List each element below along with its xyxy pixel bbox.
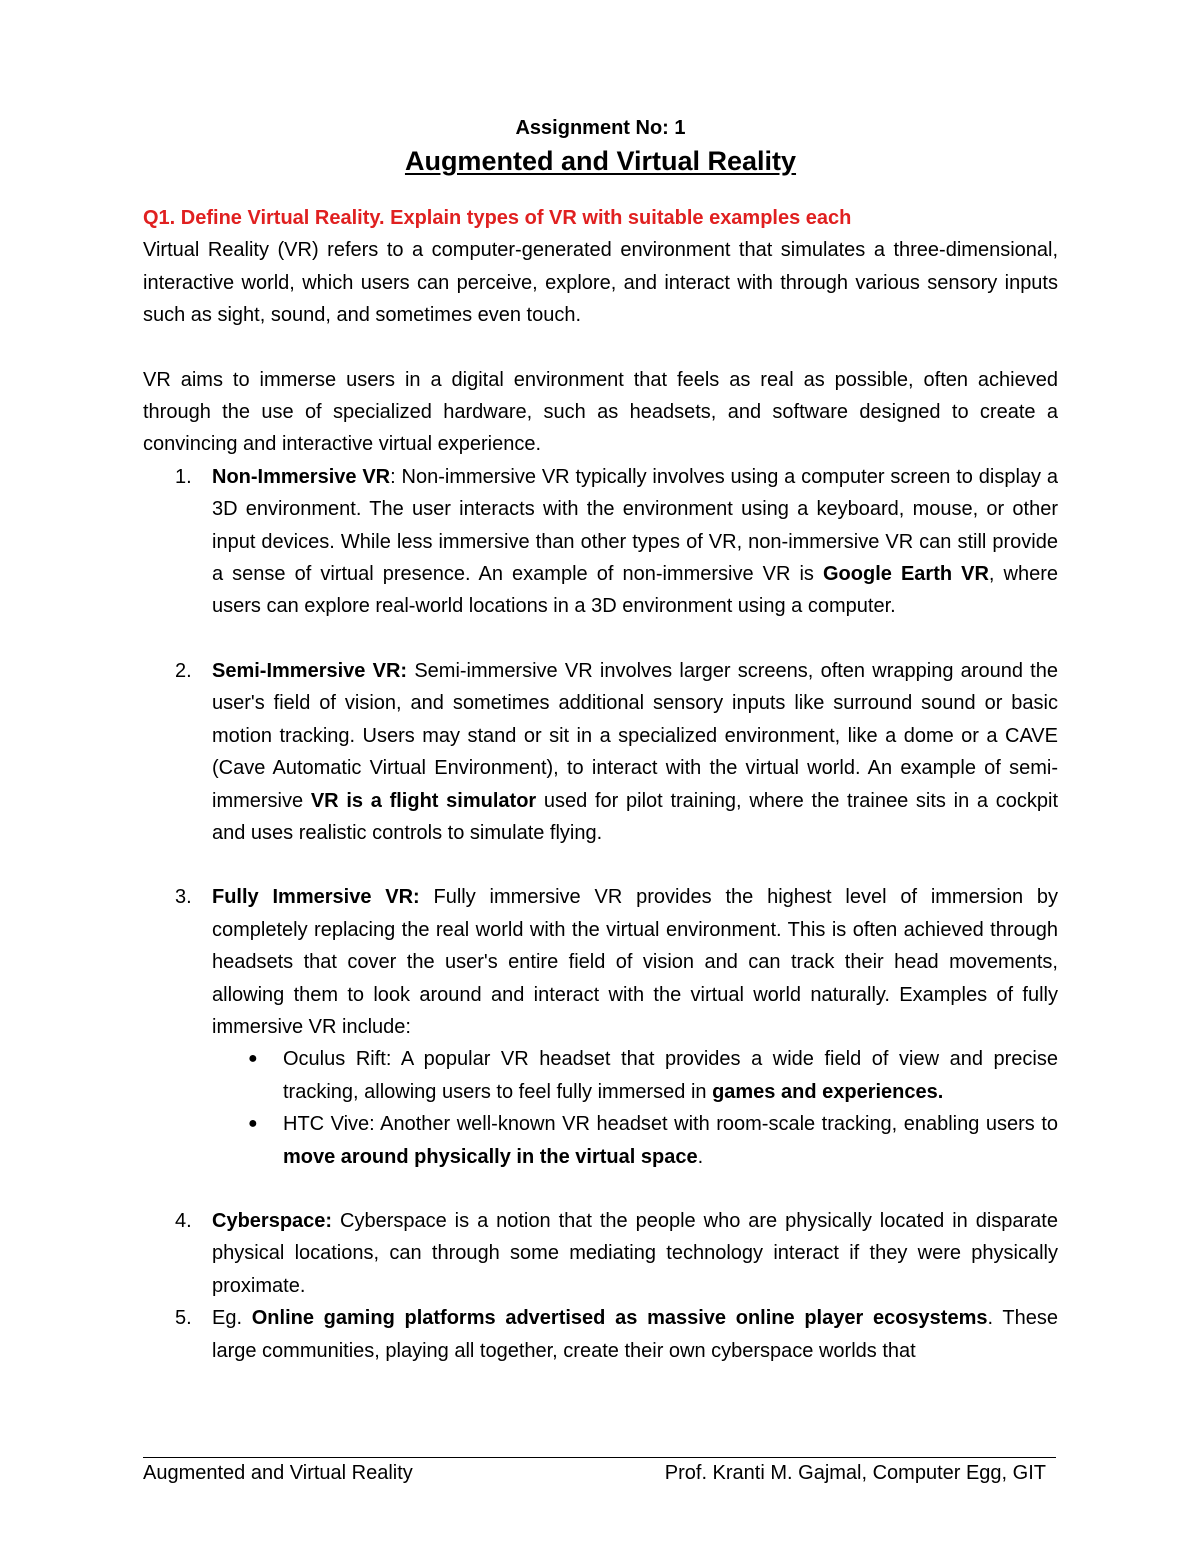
list-item-example-gaming bbox=[143, 1302, 1058, 1367]
item-text: Eg. bbox=[212, 1307, 252, 1330]
footer-divider bbox=[143, 1457, 1056, 1458]
bullet-item-htc bbox=[143, 1108, 1058, 1173]
list-number: 4. bbox=[175, 1209, 192, 1232]
list-item-semi-immersive bbox=[143, 655, 1058, 849]
paragraph-aim: VR aims to immerse users in a digital environment that feels as real as possible, often achieved through the use of specialized hardware, such as headsets, and software designed to create a convincing and interactive virtual experience. bbox=[143, 368, 1058, 456]
list-number: 1. bbox=[175, 465, 192, 488]
bullet-item-oculus bbox=[143, 1043, 1058, 1108]
item-example: VR is a flight simulator bbox=[310, 789, 537, 812]
bullet-bold: games and experiences. bbox=[712, 1080, 944, 1103]
item-text: Fully immersive VR provides the highest level of immersion by completely replacing the real world with the virtual environment. This is often achieved through headsets that cover the user's entire field of vision and can track their head movements, allowing them to look around and interact with the virtual world naturally. Examples of fully immersive VR include: bbox=[212, 886, 1058, 1038]
list-item-cyberspace bbox=[143, 1205, 1058, 1302]
item-term: Fully Immersive VR: bbox=[212, 886, 420, 909]
bullet-tail: . bbox=[697, 1145, 704, 1168]
list-number: 2. bbox=[175, 659, 192, 682]
bullet-text: HTC Vive: Another well-known VR headset with room-scale tracking, enabling users to bbox=[283, 1113, 1058, 1136]
bullet-dot-icon: ● bbox=[248, 1050, 258, 1068]
list-number: 3. bbox=[175, 886, 192, 909]
item-text: . These large communities, playing all together, create their own cyberspace worlds that bbox=[212, 1307, 1058, 1362]
document-title: Augmented and Virtual Reality bbox=[404, 146, 797, 176]
question-heading: Q1. Define Virtual Reality. Explain types of VR with suitable examples each bbox=[143, 207, 852, 229]
item-example: Google Earth VR bbox=[823, 563, 989, 586]
assignment-number: Assignment No: 1 bbox=[515, 117, 686, 139]
item-text: Semi-immersive VR involves larger screens, often wrapping around the user's field of vision, and sometimes additional sensory inputs like surround sound or basic motion tracking. Users may stand or sit in a specialized environment, like a dome or a CAVE (Cave Automatic Virtual Environment), to interact with the virtual world. An example of semi-immersive bbox=[212, 659, 1058, 812]
item-text: : Non-immersive VR typically involves using a computer screen to display a 3D environment. The user interacts with the environment using a keyboard, mouse, or other input devices. While less immersive than other types of VR, non-immersive VR can still provide a sense of virtual presence. An example of non-immersive VR is bbox=[212, 465, 1058, 586]
bullet-dot-icon: ● bbox=[248, 1115, 258, 1133]
item-example: Online gaming platforms advertised as massive online player ecosystems bbox=[251, 1307, 988, 1330]
item-term: Cyberspace: bbox=[212, 1209, 333, 1232]
bullet-text: Oculus Rift: A popular VR headset that provides a wide field of view and precise tracking, allowing users to feel fully immersed in bbox=[283, 1048, 1058, 1103]
list-item-fully-immersive bbox=[143, 881, 1058, 1043]
item-text: Cyberspace is a notion that the people who are physically located in disparate physical locations, can through some mediating technology interact if they were physically proximate. bbox=[212, 1209, 1058, 1297]
examples-bullet-list bbox=[143, 1043, 1058, 1173]
item-text: , where users can explore real-world locations in a 3D environment using a computer. bbox=[212, 563, 1059, 618]
list-item-non-immersive bbox=[143, 461, 1058, 623]
bullet-bold: move around physically in the virtual space bbox=[283, 1145, 698, 1168]
paragraph-definition: Virtual Reality (VR) refers to a computer-generated environment that simulates a three-dimensional, interactive world, which users can perceive, explore, and interact with through various sensory inputs such as sight, sound, and sometimes even touch. bbox=[143, 239, 1058, 327]
footer-author: Prof. Kranti M. Gajmal, Computer Egg, GIT bbox=[664, 1462, 1046, 1484]
footer-course: Augmented and Virtual Reality bbox=[143, 1462, 413, 1484]
page-content bbox=[143, 112, 1058, 1367]
list-number: 5. bbox=[175, 1307, 192, 1330]
item-term: Semi-Immersive VR: bbox=[212, 659, 408, 682]
item-text: used for pilot training, where the trainee sits in a cockpit and uses realistic controls to simulate flying. bbox=[212, 789, 1058, 844]
item-term: Non-Immersive VR bbox=[212, 465, 391, 488]
